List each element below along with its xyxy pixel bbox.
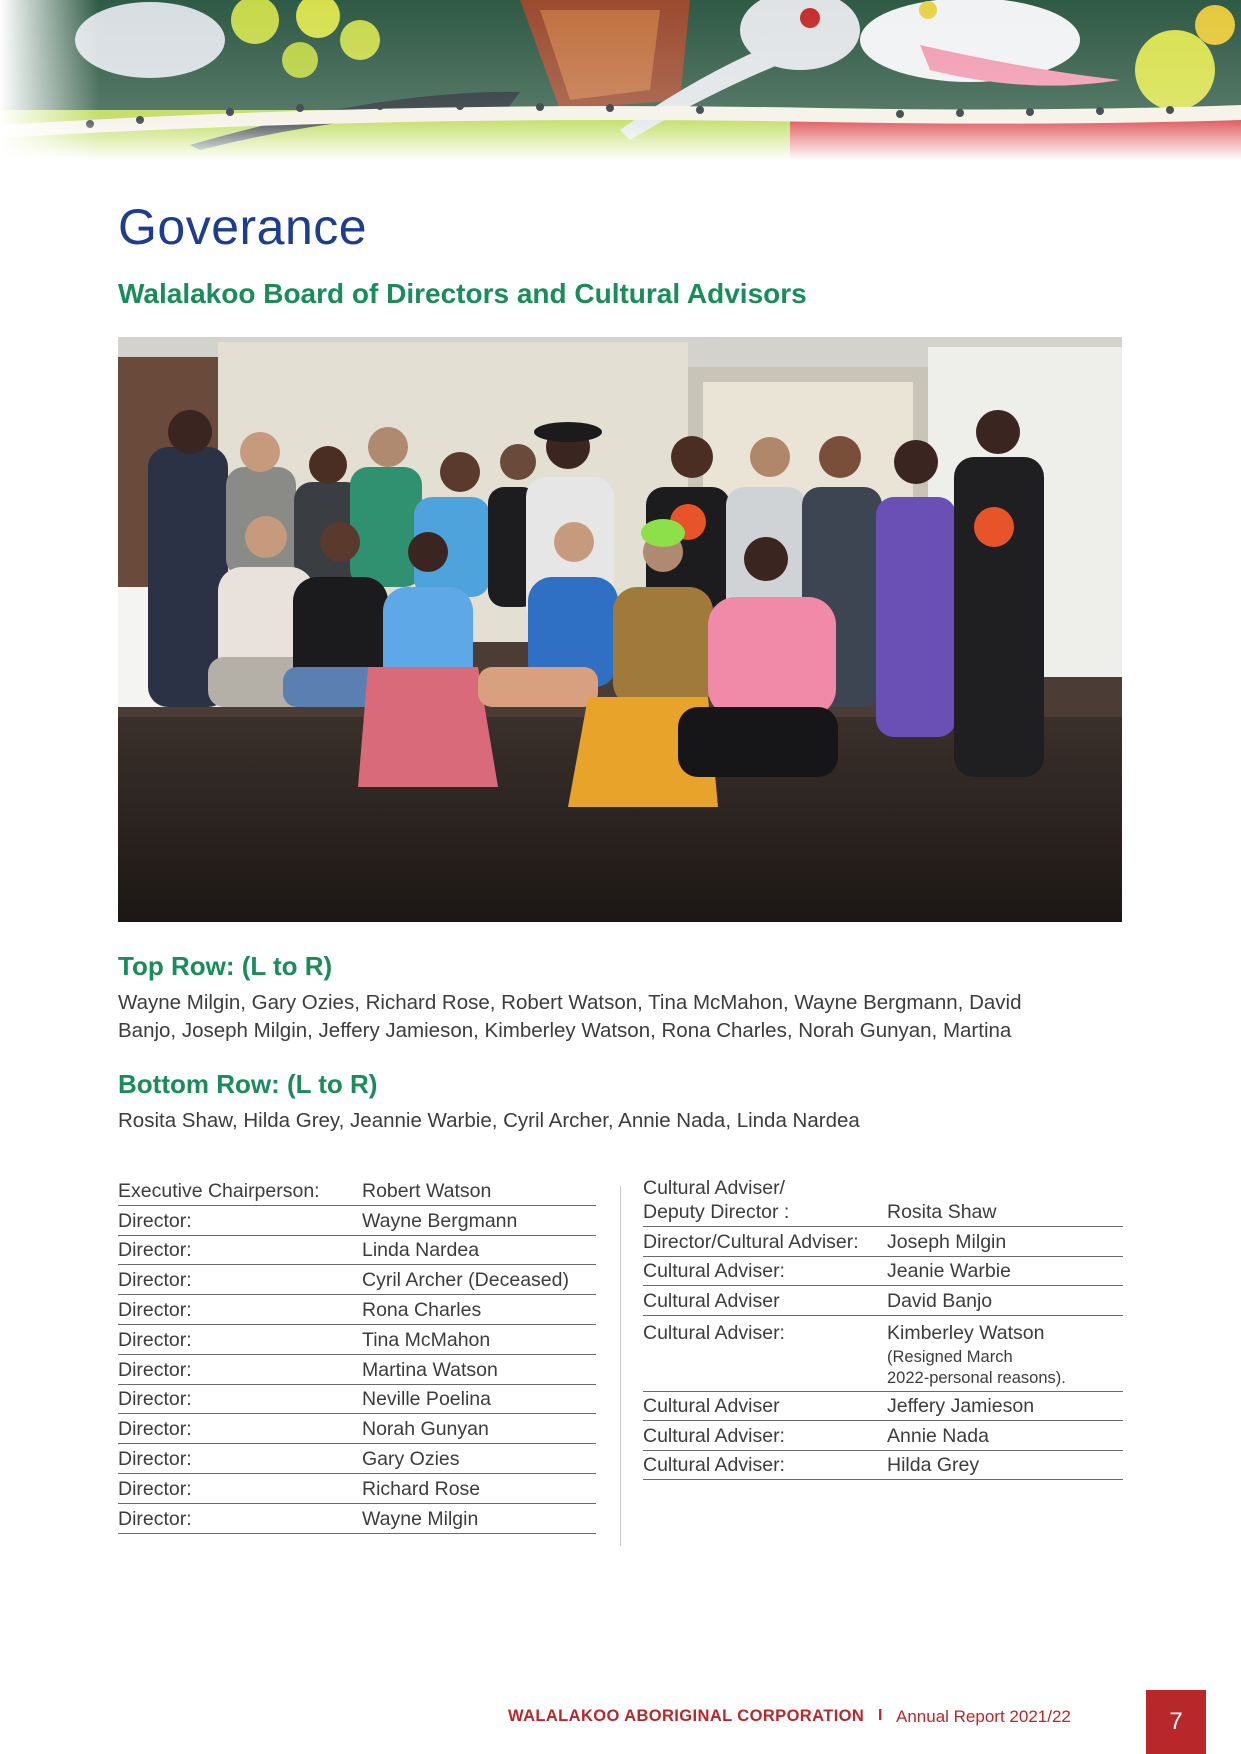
- role-label: Director:: [118, 1418, 192, 1441]
- role-label: Director:: [118, 1447, 192, 1470]
- person-name: Rona Charles: [362, 1298, 482, 1321]
- table-row: [118, 1444, 596, 1474]
- header-artwork-banner: [0, 0, 1241, 160]
- table-row: [643, 1176, 1123, 1227]
- table-row: [643, 1286, 1123, 1316]
- person-name: Norah Gunyan: [362, 1418, 489, 1441]
- role-label: Director:: [118, 1239, 192, 1262]
- table-row: [643, 1421, 1123, 1451]
- table-row: [118, 1474, 596, 1504]
- person-name: Tina McMahon: [362, 1328, 491, 1351]
- footer-report-title: Annual Report 2021/22: [896, 1707, 1071, 1726]
- table-row: [643, 1392, 1123, 1422]
- person-name: Hilda Grey: [887, 1454, 980, 1476]
- role-label: Cultural Adviser:: [643, 1454, 785, 1476]
- person-name: Cyril Archer (Deceased): [362, 1269, 569, 1292]
- role-label: Director:: [118, 1388, 192, 1411]
- table-row: [118, 1355, 596, 1385]
- person-name: Wayne Milgin: [362, 1507, 479, 1530]
- cultural-advisers-table: [643, 1176, 1123, 1480]
- role-label: Cultural Adviser:: [643, 1321, 785, 1344]
- footer-separator: I: [878, 1707, 883, 1724]
- role-label: Director:: [118, 1328, 192, 1351]
- person-name: Jeanie Warbie: [887, 1260, 1011, 1282]
- page-number: 7: [1169, 1708, 1183, 1735]
- person-name: Gary Ozies: [362, 1447, 460, 1470]
- table-row: [118, 1176, 596, 1206]
- person-name: Wayne Bergmann: [362, 1209, 518, 1232]
- table-row: [118, 1236, 596, 1266]
- page-number-box: [1146, 1690, 1206, 1754]
- table-row: [643, 1227, 1123, 1257]
- role-label: Director/Cultural Adviser:: [643, 1230, 859, 1253]
- role-label: Cultural Adviser:: [643, 1260, 785, 1282]
- table-row: [118, 1325, 596, 1355]
- person-name: Rosita Shaw: [887, 1201, 997, 1223]
- role-label: Cultural Adviser: [643, 1289, 780, 1312]
- role-label: Director:: [118, 1209, 192, 1232]
- person-name: Joseph Milgin: [887, 1230, 1007, 1253]
- table-row: [643, 1257, 1123, 1287]
- person-name: Jeffery Jamieson: [887, 1395, 1035, 1417]
- role-label-line: Deputy Director :: [643, 1201, 790, 1223]
- footer-organisation: WALALAKOO ABORIGINAL CORPORATION: [508, 1707, 865, 1725]
- table-row: [643, 1316, 1123, 1392]
- role-label: Executive Chairperson:: [118, 1179, 320, 1202]
- page-subtitle: Walalakoo Board of Directors and Cultural Advisors: [118, 278, 807, 309]
- table-row: [118, 1206, 596, 1236]
- person-name: Richard Rose: [362, 1477, 481, 1500]
- table-row: [118, 1265, 596, 1295]
- board-group-photo: [118, 337, 1122, 922]
- top-row-names: Wayne Milgin, Gary Ozies, Richard Rose, Robert Watson, Tina McMahon, Wayne Bergmann, David Banjo, Joseph Milgin, Jeffery Jamieson, Kimberley Watson, Rona Charles, Norah Gunyan, Martina: [118, 991, 1022, 1042]
- table-row: [118, 1504, 596, 1534]
- page-title: Goverance: [118, 199, 368, 255]
- role-label: Director:: [118, 1298, 192, 1321]
- person-name: Neville Poelina: [362, 1388, 491, 1411]
- bottom-row-names: Rosita Shaw, Hilda Grey, Jeannie Warbie, Cyril Archer, Annie Nada, Linda Nardea: [118, 1109, 860, 1132]
- table-row: [118, 1385, 596, 1415]
- table-row: [643, 1451, 1123, 1481]
- role-label: Director:: [118, 1477, 192, 1500]
- table-row: [118, 1414, 596, 1444]
- role-label: Director:: [118, 1507, 192, 1530]
- role-label: Director:: [118, 1269, 192, 1292]
- resignation-note: [887, 1347, 1123, 1389]
- person-name: Linda Nardea: [362, 1239, 480, 1262]
- person-name: Martina Watson: [362, 1358, 498, 1381]
- role-label: Cultural Adviser: [643, 1395, 780, 1417]
- role-label: [643, 1176, 887, 1224]
- person-name: Annie Nada: [887, 1424, 989, 1447]
- note-line: 2022-personal reasons).: [887, 1368, 1066, 1387]
- role-label: Director:: [118, 1358, 192, 1381]
- directors-table: [118, 1176, 596, 1534]
- table-row: [118, 1295, 596, 1325]
- person-name: David Banjo: [887, 1289, 993, 1312]
- top-row-heading: Top Row: (L to R): [118, 951, 333, 981]
- bottom-row-heading: Bottom Row: (L to R): [118, 1069, 378, 1099]
- person-name-with-note: [887, 1322, 1123, 1389]
- column-divider: [620, 1186, 621, 1546]
- role-label-line: Cultural Adviser/: [643, 1177, 785, 1199]
- role-label: Cultural Adviser:: [643, 1424, 785, 1447]
- person-name: Robert Watson: [362, 1179, 492, 1202]
- note-line: (Resigned March: [887, 1347, 1013, 1366]
- person-name: Kimberley Watson: [887, 1321, 1045, 1344]
